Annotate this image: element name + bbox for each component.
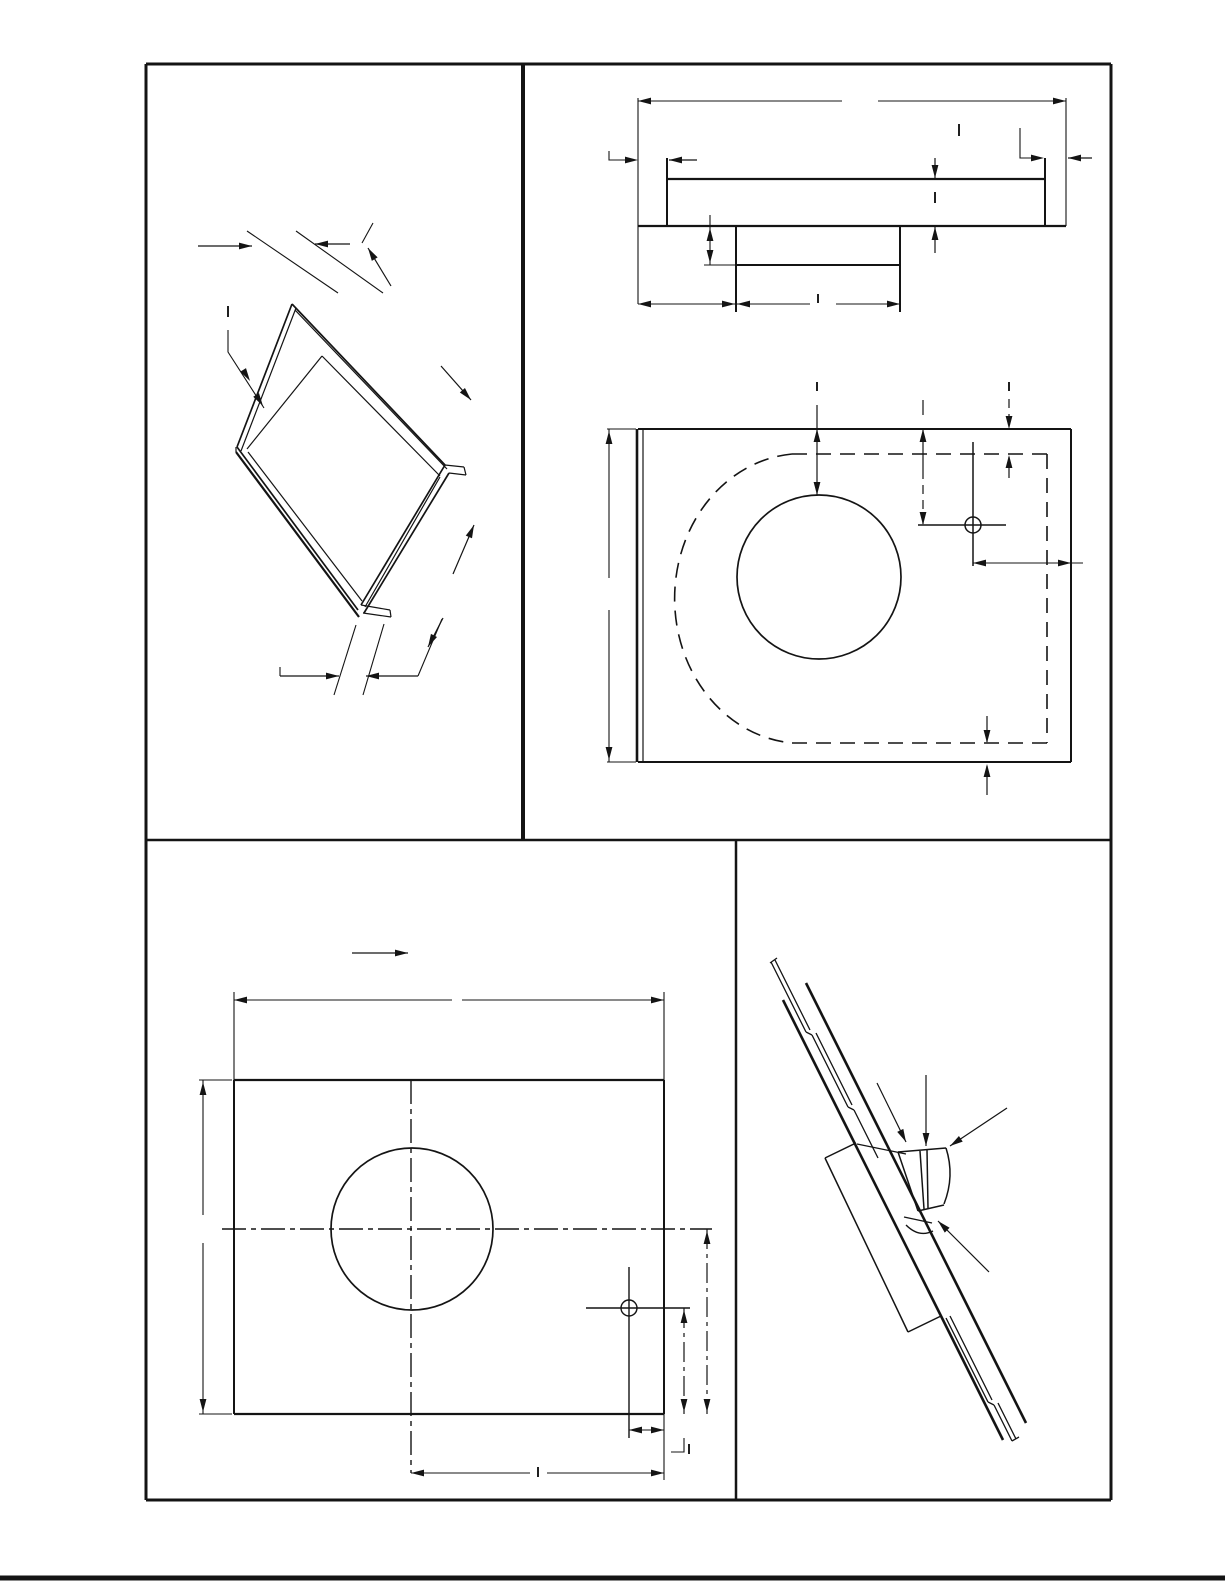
isometric-view	[198, 223, 474, 695]
plate-top-view	[606, 382, 1083, 795]
roof-section-view	[770, 958, 1026, 1441]
side-section-view	[609, 98, 1092, 312]
front-view	[199, 950, 712, 1480]
